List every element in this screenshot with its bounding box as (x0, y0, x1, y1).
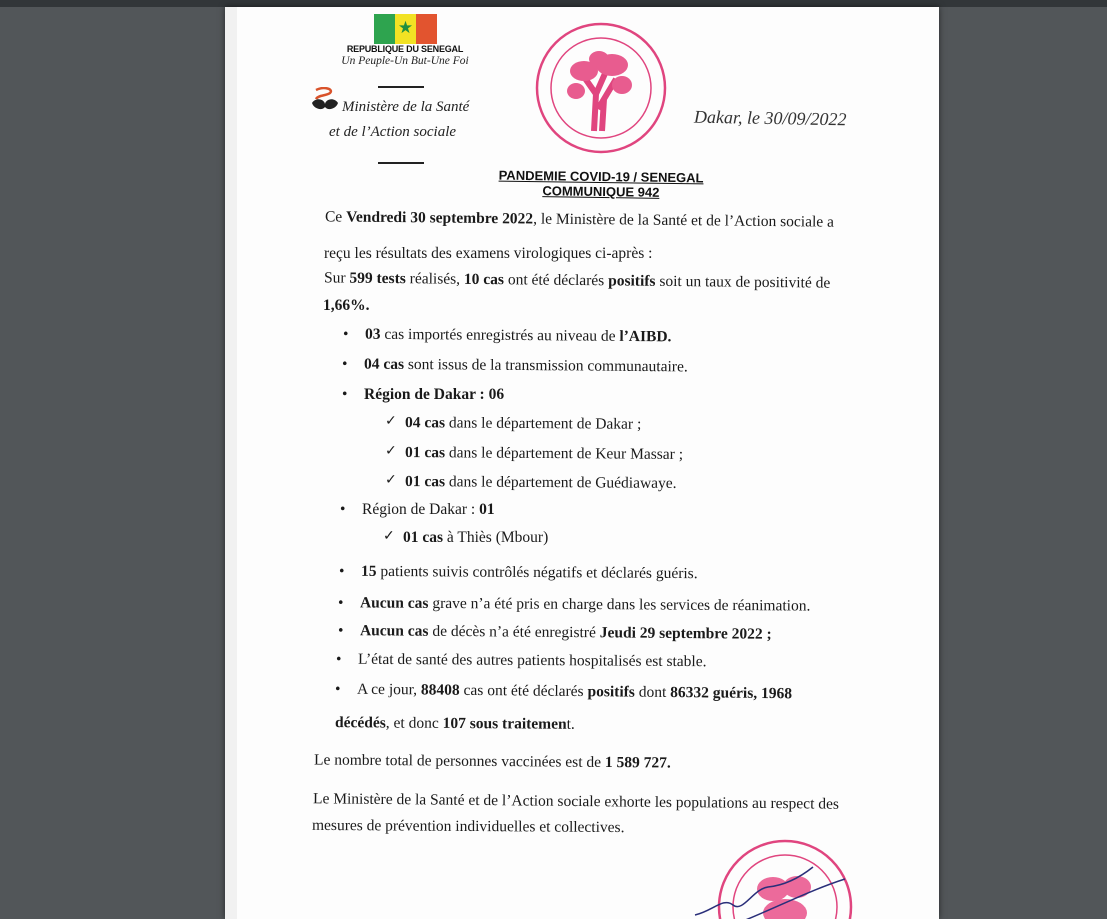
divider (378, 162, 424, 164)
star-icon: ★ (397, 18, 414, 37)
list-item-stable: • L’état de santé des autres patients hospitalisés est stable. (358, 651, 707, 671)
senegal-flag (374, 14, 437, 44)
list-item-imported: • 03 cas importés enregistrés au niveau de l’AIBD. (365, 326, 672, 347)
ministry-name-line2: et de l’Action sociale (329, 124, 457, 140)
exhortation-line1: Le Ministère de la Santé et de l’Action sociale exhorte les populations au respect des (312, 790, 840, 813)
vaccinated-total: Le nombre total de personnes vaccinées est de 1 589 727. (313, 751, 671, 772)
list-item-region-dakar: • Région de Dakar : 06 (364, 386, 504, 404)
list-item-deaths: • Aucun cas de décès n’a été enregistré Jeudi 29 septembre 2022 ; (360, 622, 772, 644)
check-icon: ✓ (383, 529, 395, 544)
list-item-severe: • Aucun cas grave n’a été pris en charge dans les services de réanimation. (360, 594, 810, 615)
ministry-logo-icon (310, 87, 340, 113)
republic-name: REPUBLIQUE DU SENEGAL (346, 44, 464, 54)
sub-item-keur-massar: ✓ 01 cas dans le département de Keur Massar ; (384, 443, 684, 463)
sub-item-dakar: ✓ 04 cas dans le département de Dakar ; (384, 414, 642, 433)
list-item-community: • 04 cas sont issus de la transmission communautaire. (364, 356, 688, 377)
check-icon: ✓ (384, 472, 397, 488)
intro-line1: Ce Vendredi 30 septembre 2022, le Ministère de la Santé et de l’Action sociale a (324, 208, 835, 231)
check-icon: ✓ (384, 443, 397, 459)
list-item-cured: • 15 patients suivis contrôlés négatifs et déclarés guéris. (361, 563, 698, 583)
exhortation-line2: mesures de prévention individuelles et collectives. (311, 816, 625, 837)
ministry-name-line1: Ministère de la Santé (342, 99, 470, 115)
signature-stamp (693, 827, 873, 919)
totals-continuation: décédés, et donc 107 sous traitement. (334, 714, 575, 733)
page-edge-shading (225, 7, 237, 919)
sub-item-guediawaye: ✓ 01 cas dans le département de Guédiawaye. (384, 472, 677, 492)
intro-line3: Sur 599 tests réalisés, 10 cas ont été déclarés positifs soit un taux de positivité de (323, 269, 831, 292)
national-motto: Un Peuple-Un But-Une Foi (341, 55, 469, 67)
intro-line2: reçu les résultats des examens virologiques ci-après : (324, 245, 653, 262)
viewer-toolbar (0, 0, 1107, 7)
title-line1: PANDEMIE COVID-19 / SENEGAL (498, 167, 704, 186)
title-line2: COMMUNIQUE 942 (542, 183, 660, 200)
divider (378, 86, 424, 88)
list-item-totals: • A ce jour, 88408 cas ont été déclarés positifs dont 86332 guéris, 1968 (357, 681, 792, 704)
positivity-rate: 1,66%. (323, 297, 370, 314)
document-page (225, 7, 939, 919)
document-title (485, 167, 717, 200)
check-icon: ✓ (384, 414, 397, 430)
document-date: Dakar, le 30/09/2022 (693, 106, 847, 130)
list-item-region-2: • Région de Dakar : 01 (362, 501, 495, 519)
sub-item-thies: ✓ 01 cas à Thiès (Mbour) (383, 529, 549, 546)
official-stamp (532, 19, 670, 157)
